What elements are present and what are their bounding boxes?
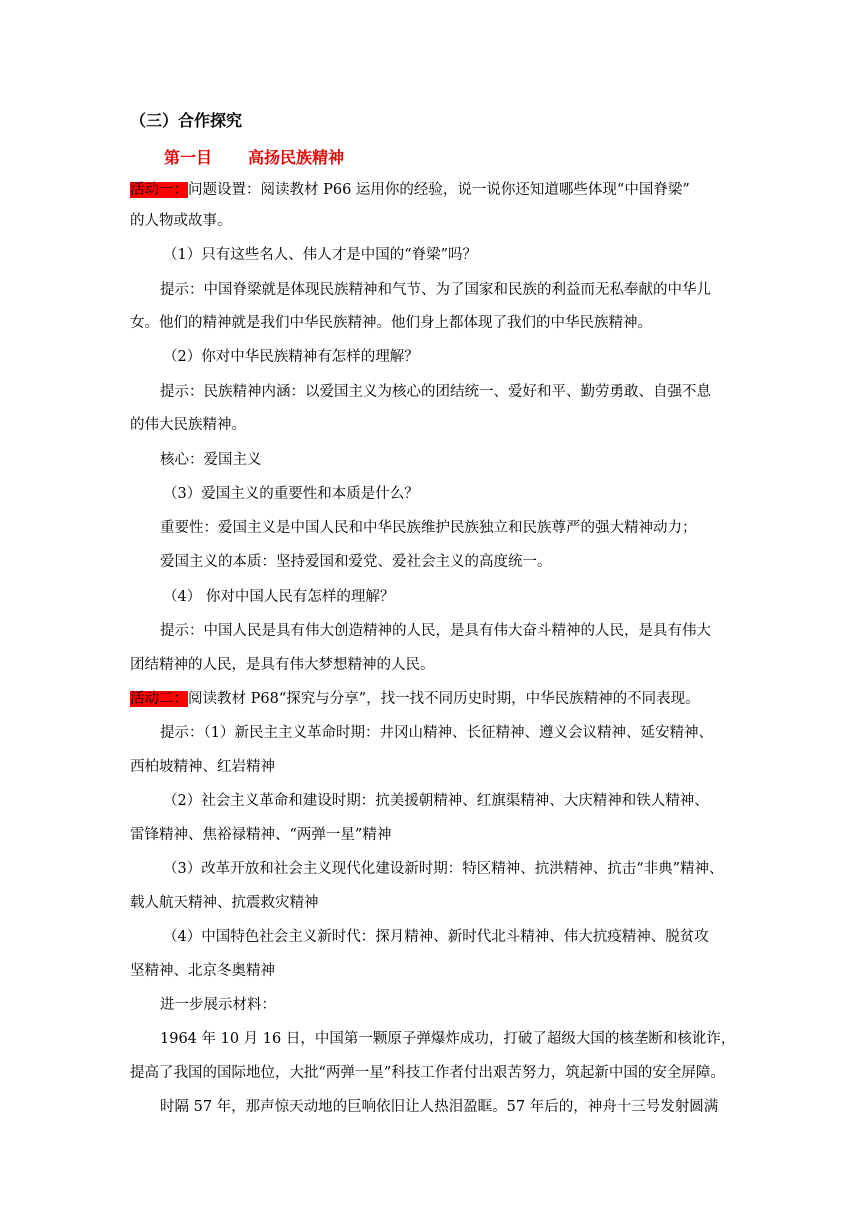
question-4: （4） 你对中国人民有怎样的理解？: [163, 589, 395, 605]
answer-4-line2: 团结精神的人民，是具有伟大梦想精神的人民。: [130, 657, 435, 673]
period-2-line1: （2）社会主义革命和建设时期：抗美援朝精神、红旗渠精神、大庆精神和铁人精神、: [163, 793, 709, 809]
answer-4-line1: 提示：中国人民是具有伟大创造精神的人民，是具有伟大奋斗精神的人民，是具有伟大: [160, 623, 711, 639]
activity1-prompt: 问题设置：阅读教材 P66 运用你的经验，说一说你还知道哪些体现“中国脊梁”: [188, 182, 690, 198]
activity2-prompt: 阅读教材 P68“探究与分享”，找一找不同历史时期，中华民族精神的不同表现。: [188, 691, 700, 707]
sub-section-name: 高扬民族精神: [248, 148, 345, 167]
period-3-line2: 载人航天精神、抗震救灾精神: [130, 895, 319, 911]
period-1-line1: 提示：（1）新民主主义革命时期：井冈山精神、长征精神、遵义会议精神、延安精神、: [160, 725, 713, 741]
period-2-line2: 雷锋精神、焦裕禄精神、“两弹一星”精神: [130, 827, 392, 843]
answer-2-line1: 提示：民族精神内涵：以爱国主义为核心的团结统一、爱好和平、勤劳勇敢、自强不息: [160, 384, 711, 400]
question-2: （2）你对中华民族精神有怎样的理解？: [163, 349, 419, 365]
activity1-line1: [130, 180, 740, 200]
period-4-line1: （4）中国特色社会主义新时代：探月精神、新时代北斗精神、伟大抗疫精神、脱贫攻: [163, 929, 709, 945]
material-2-line1: 时隔 57 年，那声惊天动地的巨响依旧让人热泪盈眶。57 年后的，神舟十三号发射圆满: [160, 1099, 719, 1115]
answer-3-line2: 爱国主义的本质：坚持爱国和爱党、爱社会主义的高度统一。: [160, 554, 552, 570]
material-1-line1: 1964 年 10 月 16 日，中国第一颗原子弹爆炸成功，打破了超级大国的核垄断和核讹诈，: [160, 1031, 736, 1047]
question-1: （1）只有这些名人、伟人才是中国的“脊梁”吗？: [163, 247, 478, 263]
answer-1-line2: 女。他们的精神就是我们中华民族精神。他们身上都体现了我们的中华民族精神。: [130, 315, 652, 331]
more-materials-heading: 进一步展示材料：: [160, 997, 276, 1013]
answer-2-line2: 的伟大民族精神。: [130, 417, 246, 433]
activity2-tag: 活动二：: [130, 691, 188, 707]
question-3: （3）爱国主义的重要性和本质是什么？: [163, 486, 419, 502]
sub-section-label: 第一目: [164, 148, 213, 167]
section-heading: （三）合作探究: [130, 111, 243, 130]
period-4-line2: 坚精神、北京冬奥精神: [130, 963, 275, 979]
sub-section-title: [164, 148, 774, 168]
activity2-line1: [130, 689, 740, 709]
answer-3-line1: 重要性：爱国主义是中国人民和中华民族维护民族独立和民族尊严的强大精神动力；: [160, 520, 697, 536]
period-3-line1: （3）改革开放和社会主义现代化建设新时期：特区精神、抗洪精神、抗击“非典”精神、: [163, 861, 724, 877]
answer-2-core: 核心：爱国主义: [160, 452, 262, 468]
material-1-line2: 提高了我国的国际地位，大批“两弹一星”科技工作者付出艰苦努力，筑起新中国的安全屏障。: [130, 1065, 725, 1081]
period-1-line2: 西柏坡精神、红岩精神: [130, 759, 275, 775]
answer-1-line1: 提示：中国脊梁就是体现民族精神和气节、为了国家和民族的利益而无私奉献的中华儿: [160, 282, 711, 298]
activity1-tag: 活动一：: [130, 182, 188, 198]
activity1-line2: 的人物或故事。: [130, 213, 232, 229]
